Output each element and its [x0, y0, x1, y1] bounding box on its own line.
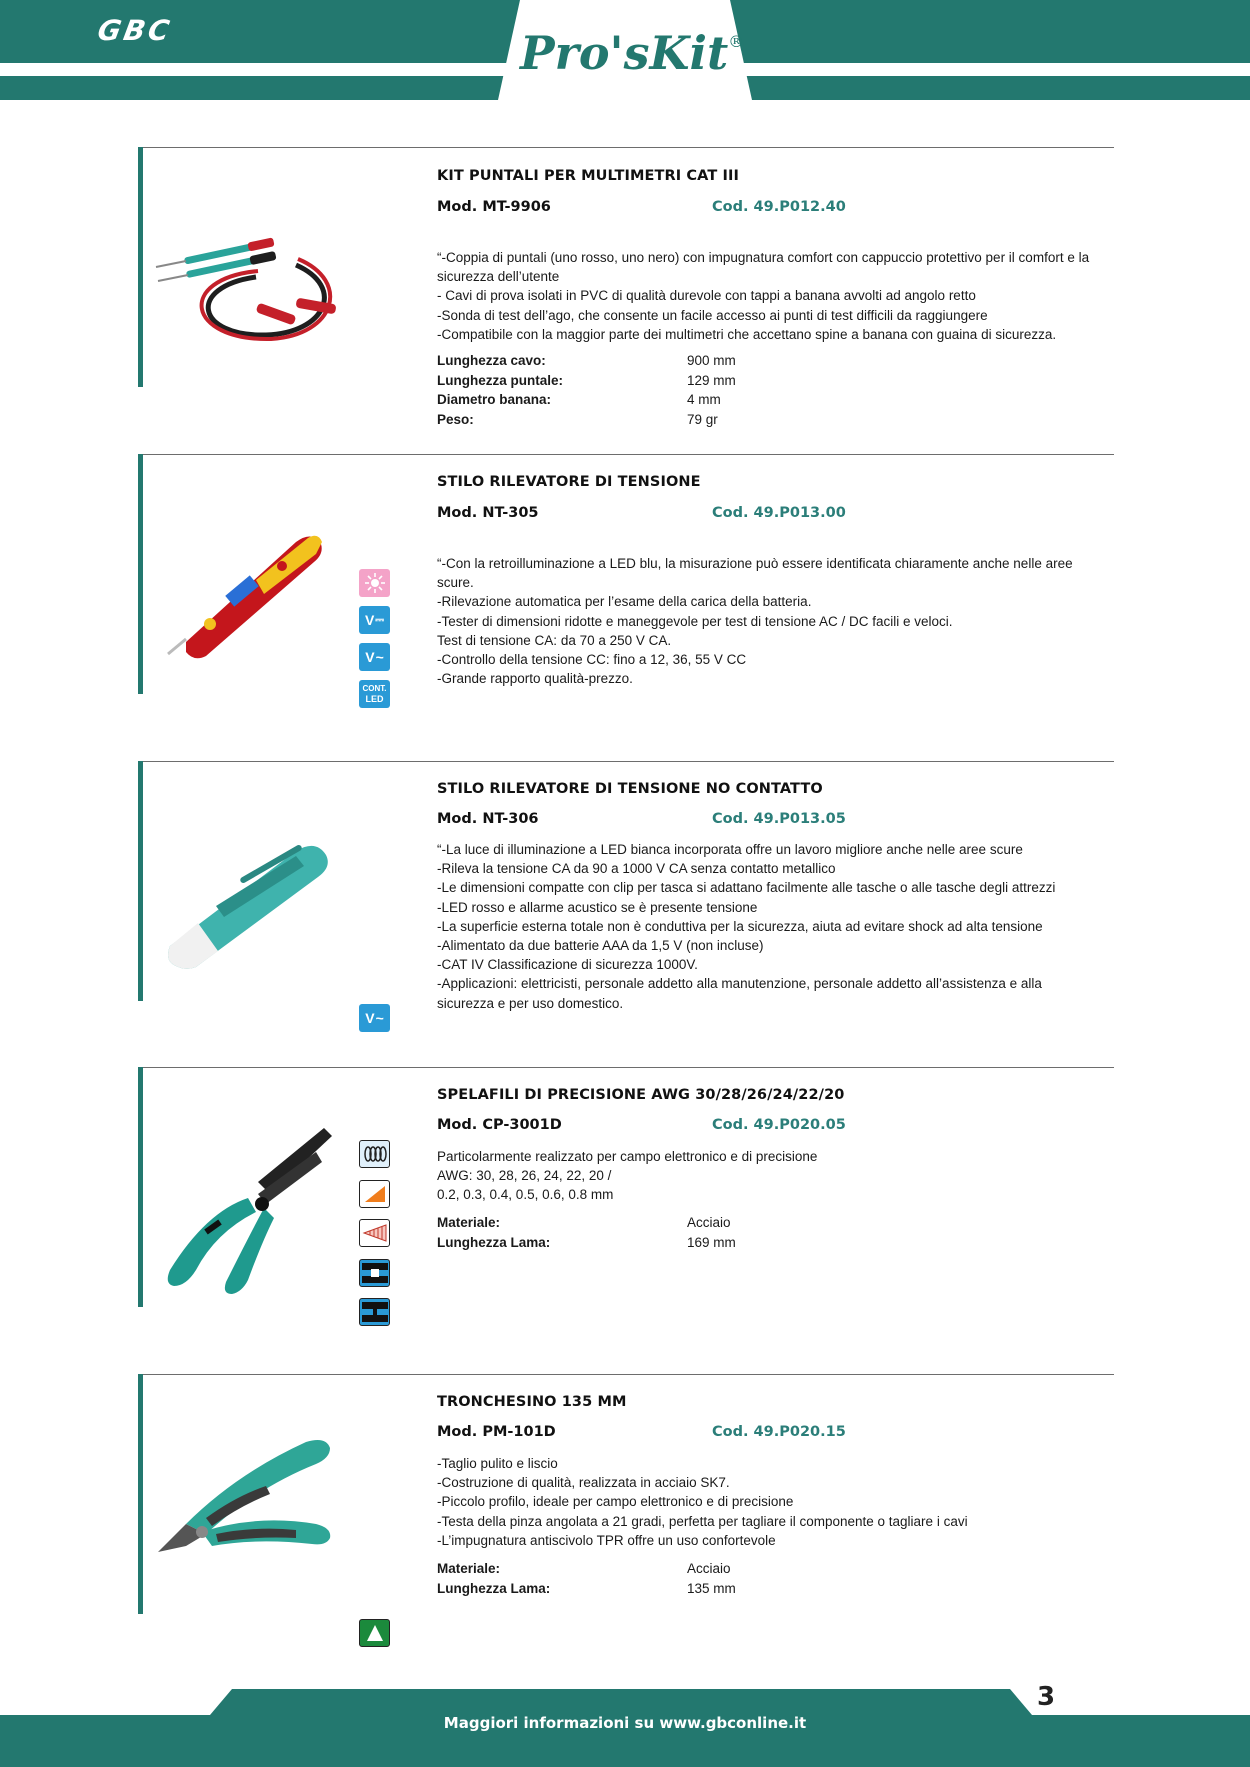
description-line: -Tester di dimensioni ridotte e maneggevole per test di tensione AC / DC facili e veloci. — [437, 613, 953, 629]
product-title: SPELAFILI DI PRECISIONE AWG 30/28/26/24/22/20 — [437, 1087, 845, 1103]
product-code: Cod. 49.P020.15 — [712, 1424, 846, 1440]
section-accent-bar — [138, 761, 143, 1001]
description-line: -Piccolo profilo, ideale per campo elettronico e di precisione — [437, 1494, 794, 1510]
spec-value: 4 mm — [687, 392, 721, 407]
product-model: Mod. NT-305 — [437, 505, 539, 521]
description-line: -LED rosso e allarme acustico se è presente tensione — [437, 899, 758, 915]
spec-row — [437, 1579, 736, 1599]
spec-value: Acciaio — [687, 1215, 731, 1230]
description-line: -La superficie esterna totale non è conduttiva per la sicurezza, aiuta ad evitare shock ad alta tensione — [437, 918, 1043, 934]
product-description — [437, 1454, 1113, 1550]
description-line: -Controllo della tensione CC: fino a 12, 36, 55 V CC — [437, 652, 747, 668]
gbc-logo: GBC — [95, 14, 175, 47]
product-code: Cod. 49.P013.00 — [712, 505, 846, 521]
section-divider — [138, 761, 1114, 762]
proskit-logo-text: Pro'sKit — [520, 26, 729, 80]
test-leads-image — [146, 217, 356, 347]
registered-mark: ® — [728, 32, 745, 51]
description-line: - Cavi di prova isolati in PVC di qualità durevole con tappi a banana avvolti ad angolo retto — [437, 288, 976, 304]
description-line: -Rilevazione automatica per l’esame della carica della batteria. — [437, 594, 812, 610]
stripping-icon — [359, 1298, 390, 1326]
cutting-edge-icon — [359, 1619, 390, 1647]
product-model: Mod. MT-9906 — [437, 199, 551, 215]
product-cp-3001d — [138, 1067, 1114, 1347]
description-line: -Costruzione di qualità, realizzata in acciaio SK7. — [437, 1475, 730, 1491]
spec-table — [437, 351, 736, 429]
serrated-jaw-icon — [359, 1219, 390, 1247]
section-divider — [138, 454, 1114, 455]
page-number: 3 — [1037, 1682, 1056, 1712]
description-line: -Rileva la tensione CA da 90 a 1000 V CA senza contatto metallico — [437, 861, 836, 877]
spec-value: 129 mm — [687, 372, 736, 388]
product-description — [437, 554, 1113, 688]
section-accent-bar — [138, 147, 143, 387]
dc-symbol: ⎓ — [375, 613, 385, 626]
section-accent-bar — [138, 454, 143, 694]
spec-value: Acciaio — [687, 1561, 731, 1576]
product-title: STILO RILEVATORE DI TENSIONE — [437, 474, 701, 490]
footer-website-text: Maggiori informazioni su www.gbconline.it — [443, 1714, 807, 1732]
spec-label: Lunghezza puntale: — [437, 372, 563, 388]
description-line: -Taglio pulito e liscio — [437, 1456, 558, 1471]
section-accent-bar — [138, 1067, 143, 1307]
product-nt-305 — [138, 454, 1114, 734]
spec-label: Materiale: — [437, 1215, 501, 1230]
product-model: Mod. PM-101D — [437, 1424, 556, 1440]
ac-symbol: ~ — [375, 1010, 384, 1026]
continuity-led-icon — [359, 680, 390, 708]
ac-voltage-label: V — [365, 649, 375, 665]
side-cutter-image — [146, 1434, 346, 1564]
product-code: Cod. 49.P012.40 — [712, 199, 846, 215]
blade-icon — [359, 1180, 390, 1208]
voltage-tester-pen-image — [146, 524, 346, 674]
description-line: -Sonda di test dell’ago, che consente un facile accesso ai punti di test difficili da raggiungere — [437, 307, 988, 323]
description-line: sicurezza e per uso domestico. — [437, 995, 624, 1011]
ac-voltage-label: V — [365, 1010, 375, 1026]
wire-stripper-image — [146, 1122, 346, 1302]
led-label: LED — [365, 694, 384, 704]
description-line: Particolarmente realizzato per campo elettronico e di precisione — [437, 1149, 818, 1164]
spec-value: 900 mm — [687, 353, 736, 368]
description-line: -Grande rapporto qualità-prezzo. — [437, 671, 633, 687]
description-line: -Applicazioni: elettricisti, personale addetto alla manutenzione, personale addetto all’assistenza e alla — [437, 976, 1042, 992]
section-divider — [138, 1067, 1114, 1068]
description-line: AWG: 30, 28, 26, 24, 22, 20 / — [437, 1168, 612, 1184]
description-line: -L’impugnatura antiscivolo TPR offre un uso confortevole — [437, 1532, 776, 1548]
product-description — [437, 1147, 1113, 1205]
ac-symbol: ~ — [375, 649, 384, 665]
spec-table — [437, 1213, 736, 1252]
description-line: -Alimentato da due batterie AAA da 1,5 V (non incluse) — [437, 938, 764, 954]
spec-row — [437, 371, 736, 391]
flush-cut-icon — [359, 1259, 390, 1287]
product-mt-9906 — [138, 147, 1114, 427]
spec-row — [437, 1233, 736, 1253]
section-divider — [138, 1374, 1114, 1375]
spec-label: Lunghezza Lama: — [437, 1580, 551, 1596]
cont-label: CONT. — [362, 684, 387, 693]
product-code: Cod. 49.P020.05 — [712, 1117, 846, 1133]
description-line: “-Coppia di puntali (uno rosso, uno nero) con impugnatura comfort con cappuccio protettivo per il comfort e la — [437, 250, 1090, 265]
description-line: scure. — [437, 575, 474, 591]
product-nt-306 — [138, 761, 1114, 1041]
description-line: -Compatibile con la maggior parte dei multimetri che accettano spine a banana con guaina di sicurezza. — [437, 326, 1057, 342]
non-contact-tester-image — [146, 831, 346, 981]
spec-value: 79 gr — [687, 411, 718, 427]
product-model: Mod. NT-306 — [437, 811, 539, 827]
spec-value: 135 mm — [687, 1580, 736, 1596]
description-line: 0.2, 0.3, 0.4, 0.5, 0.6, 0.8 mm — [437, 1187, 614, 1203]
description-line: “-Con la retroilluminazione a LED blu, la misurazione può essere identificata chiaramente anche nelle aree — [437, 556, 1073, 571]
product-title: KIT PUNTALI PER MULTIMETRI CAT III — [437, 168, 739, 184]
spec-label: Lunghezza Lama: — [437, 1234, 551, 1250]
spec-label: Diametro banana: — [437, 392, 552, 407]
product-code: Cod. 49.P013.05 — [712, 811, 846, 827]
description-line: -CAT IV Classificazione di sicurezza 1000V. — [437, 957, 698, 973]
ac-voltage-icon — [359, 643, 390, 671]
spec-table — [437, 1559, 736, 1598]
backlight-icon — [359, 569, 390, 597]
product-description — [437, 248, 1113, 344]
product-title: TRONCHESINO 135 MM — [437, 1394, 627, 1410]
product-title: STILO RILEVATORE DI TENSIONE NO CONTATTO — [437, 781, 823, 797]
section-divider — [138, 147, 1114, 148]
description-line: -Le dimensioni compatte con clip per tasca si adattano facilmente alle tasche o alle tasche degli attrezzi — [437, 880, 1056, 896]
description-line: -Testa della pinza angolata a 21 gradi, perfetta per tagliare il componente o tagliare i cavi — [437, 1513, 968, 1529]
spec-row — [437, 1559, 736, 1579]
spec-label: Peso: — [437, 411, 474, 427]
product-model: Mod. CP-3001D — [437, 1117, 562, 1133]
description-line: sicurezza dell’utente — [437, 269, 560, 285]
spring-icon — [359, 1140, 390, 1168]
dc-voltage-icon — [359, 606, 390, 634]
spec-value: 169 mm — [687, 1234, 736, 1250]
product-pm-101d — [138, 1374, 1114, 1654]
product-description — [437, 840, 1113, 1013]
spec-row — [437, 351, 736, 371]
spec-row — [437, 390, 736, 410]
dc-voltage-label: V — [364, 612, 375, 628]
description-line: Test di tensione CA: da 70 a 250 V CA. — [437, 632, 672, 648]
spec-row — [437, 1213, 736, 1233]
ac-voltage-icon — [359, 1004, 390, 1032]
section-accent-bar — [138, 1374, 143, 1614]
description-line: “-La luce di illuminazione a LED bianca incorporata offre un lavoro migliore anche nelle aree scure — [437, 842, 1023, 857]
spec-label: Materiale: — [437, 1561, 501, 1576]
spec-row — [437, 410, 736, 430]
spec-label: Lunghezza cavo: — [437, 353, 546, 368]
proskit-logo — [520, 26, 745, 80]
